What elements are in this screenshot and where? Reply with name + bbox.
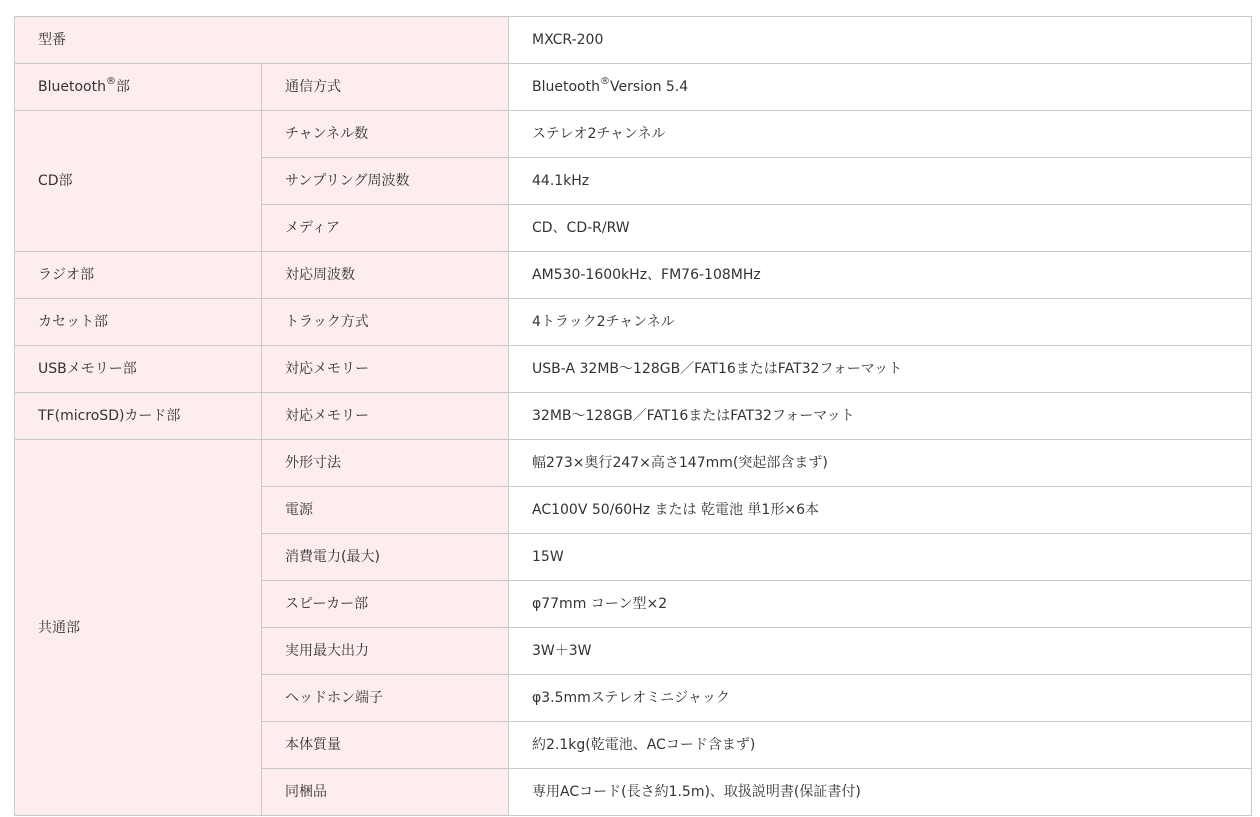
category-cd: CD部 [15,111,262,252]
row-header-model: 型番 [15,17,509,64]
row-header: 実用最大出力 [262,628,509,675]
row-header: 電源 [262,487,509,534]
row-value: AM530-1600kHz、FM76-108MHz [509,252,1252,299]
category-label: Bluetooth®部 [38,76,130,95]
table-row [15,111,1252,158]
row-value: 32MB～128GB／FAT16またはFAT32フォーマット [509,393,1252,440]
category-bluetooth [15,64,262,111]
table-row [15,299,1252,346]
table-row [15,346,1252,393]
row-value: 44.1kHz [509,158,1252,205]
category-cassette: カセット部 [15,299,262,346]
spec-table [14,16,1252,816]
table-row [15,64,1252,111]
row-value: CD、CD-R/RW [509,205,1252,252]
row-header: 対応メモリー [262,393,509,440]
row-header: 消費電力(最大) [262,534,509,581]
row-value: AC100V 50/60Hz または 乾電池 単1形×6本 [509,487,1252,534]
registered-mark: ® [105,76,116,88]
row-header: 対応メモリー [262,346,509,393]
row-header: 同梱品 [262,769,509,816]
table-row [15,17,1252,64]
row-header: チャンネル数 [262,111,509,158]
row-header: 外形寸法 [262,440,509,487]
row-value: MXCR-200 [509,17,1252,64]
row-value: 専用ACコード(長さ約1.5m)、取扱説明書(保証書付) [509,769,1252,816]
row-value: 4トラック2チャンネル [509,299,1252,346]
category-tf-card: TF(microSD)カード部 [15,393,262,440]
row-header: スピーカー部 [262,581,509,628]
row-value: ステレオ2チャンネル [509,111,1252,158]
registered-mark: ® [599,76,610,88]
row-header: トラック方式 [262,299,509,346]
table-row [15,252,1252,299]
row-value: φ3.5mmステレオミニジャック [509,675,1252,722]
category-radio: ラジオ部 [15,252,262,299]
row-header: メディア [262,205,509,252]
row-value: 幅273×奥行247×高さ147mm(突起部含まず) [509,440,1252,487]
row-header: 本体質量 [262,722,509,769]
row-header: 通信方式 [262,64,509,111]
category-usb: USBメモリー部 [15,346,262,393]
category-common: 共通部 [15,440,262,816]
row-value: 3W＋3W [509,628,1252,675]
row-value: 約2.1kg(乾電池、ACコード含まず) [509,722,1252,769]
row-value: USB-A 32MB～128GB／FAT16またはFAT32フォーマット [509,346,1252,393]
row-header: ヘッドホン端子 [262,675,509,722]
row-value: Bluetooth®Version 5.4 [509,64,1252,111]
row-header: サンプリング周波数 [262,158,509,205]
table-row [15,440,1252,487]
row-value: φ77mm コーン型×2 [509,581,1252,628]
row-header: 対応周波数 [262,252,509,299]
table-row [15,393,1252,440]
row-value: 15W [509,534,1252,581]
